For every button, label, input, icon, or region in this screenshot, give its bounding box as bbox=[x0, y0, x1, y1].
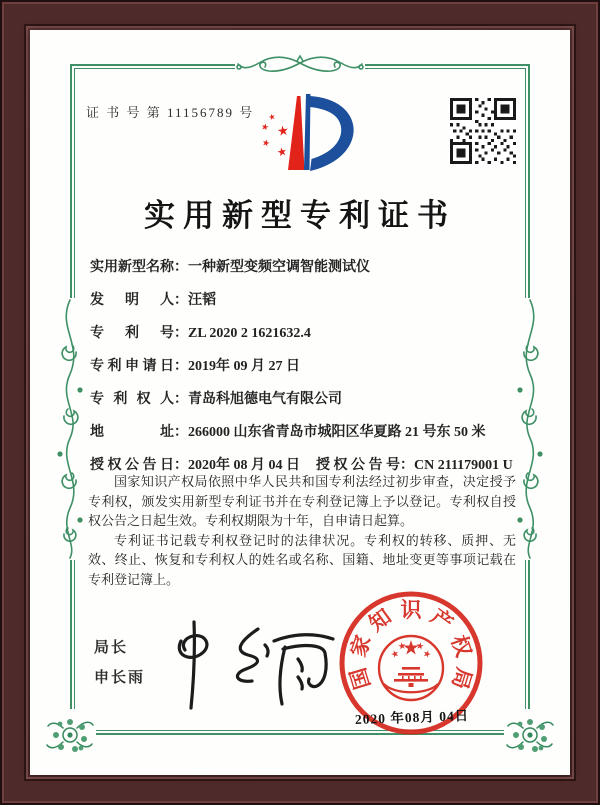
left-scroll-ornament bbox=[47, 298, 93, 560]
svg-text:知: 知 bbox=[364, 604, 396, 636]
seal-date: 2020 年08月 04日 bbox=[354, 708, 470, 727]
field-label: 专利权人 bbox=[90, 392, 174, 407]
cnipa-logo-icon bbox=[238, 88, 370, 180]
svg-text:国: 国 bbox=[345, 664, 375, 693]
certificate-title: 实用新型专利证书 bbox=[144, 198, 456, 233]
field-row-patentee: 专利权人 ： 青岛科旭德电气有限公司 bbox=[90, 392, 342, 407]
legal-paragraph-2: 专利证书记载专利权登记时的法律状况。专利权的转移、质押、无效、终止、恢复和专利权人的姓名或名称、国籍、地址变更等事项记载在专利登记簿上。 bbox=[88, 532, 516, 587]
signer-block bbox=[94, 636, 145, 696]
field-value: 266000 山东省青岛市城阳区华夏路 21 号东 50 米 bbox=[188, 425, 486, 440]
field-label: 授权公告号 bbox=[316, 458, 400, 473]
field-label: 专利号 bbox=[90, 326, 174, 341]
signer-name: 申长雨 bbox=[94, 669, 146, 686]
field-value: ZL 2020 2 1621632.4 bbox=[188, 326, 311, 341]
bottom-left-floral-ornament bbox=[44, 709, 96, 761]
field-row-patent-no: 专利号 ： ZL 2020 2 1621632.4 bbox=[90, 326, 311, 341]
svg-text:家: 家 bbox=[346, 632, 376, 660]
field-label: 授权公告日 bbox=[90, 458, 174, 473]
svg-text:产: 产 bbox=[426, 604, 458, 636]
field-row-name: 实用新型名称 ： 一种新型变频空调智能测试仪 bbox=[90, 260, 370, 275]
field-label: 实用新型名称 bbox=[90, 260, 174, 275]
certificate-number: 证 书 号 第 11156789 号 bbox=[86, 105, 255, 120]
field-value: 汪韬 bbox=[188, 293, 216, 308]
field-row-grant: 授权公告日 ： 2020年 08 月 04 日 授权公告号 ： CN 211179001 U bbox=[90, 458, 513, 473]
field-row-inventor: 发明人 ： 汪韬 bbox=[90, 293, 216, 308]
director-signature bbox=[168, 616, 343, 714]
qr-code bbox=[450, 98, 516, 164]
field-value: 2019年 09 月 27 日 bbox=[188, 359, 300, 374]
svg-text:识: 识 bbox=[400, 598, 422, 622]
legal-text bbox=[88, 472, 516, 589]
top-scroll-ornament bbox=[235, 49, 365, 82]
field-label: 发明人 bbox=[90, 293, 174, 308]
field-row-filing-date: 专利申请日 ： 2019年 09 月 27 日 bbox=[90, 359, 300, 374]
legal-paragraph-1: 国家知识产权局依照中华人民共和国专利法经过初步审查，决定授予专利权，颁发实用新型专利证书并在专利登记簿上予以登记。专利权自授权公告之日起生效。专利权期限为十年，自申请日起算。 bbox=[88, 474, 516, 528]
field-value: 2020年 08 月 04 日 bbox=[188, 458, 300, 473]
signer-position: 局长 bbox=[94, 639, 129, 656]
certificate-page bbox=[30, 30, 570, 775]
field-value: 一种新型变频空调智能测试仪 bbox=[188, 260, 370, 275]
field-label: 地址 bbox=[90, 425, 174, 440]
national-emblem-icon bbox=[379, 636, 443, 700]
bottom-right-floral-ornament bbox=[504, 709, 556, 761]
field-value: CN 211179001 U bbox=[414, 458, 513, 473]
svg-text:局: 局 bbox=[447, 664, 477, 693]
field-label: 专利申请日 bbox=[90, 359, 174, 374]
field-list bbox=[90, 258, 516, 489]
field-row-address: 地址 ： 266000 山东省青岛市城阳区华夏路 21 号东 50 米 bbox=[90, 425, 486, 440]
svg-text:权: 权 bbox=[446, 632, 476, 660]
field-value: 青岛科旭德电气有限公司 bbox=[188, 392, 342, 407]
